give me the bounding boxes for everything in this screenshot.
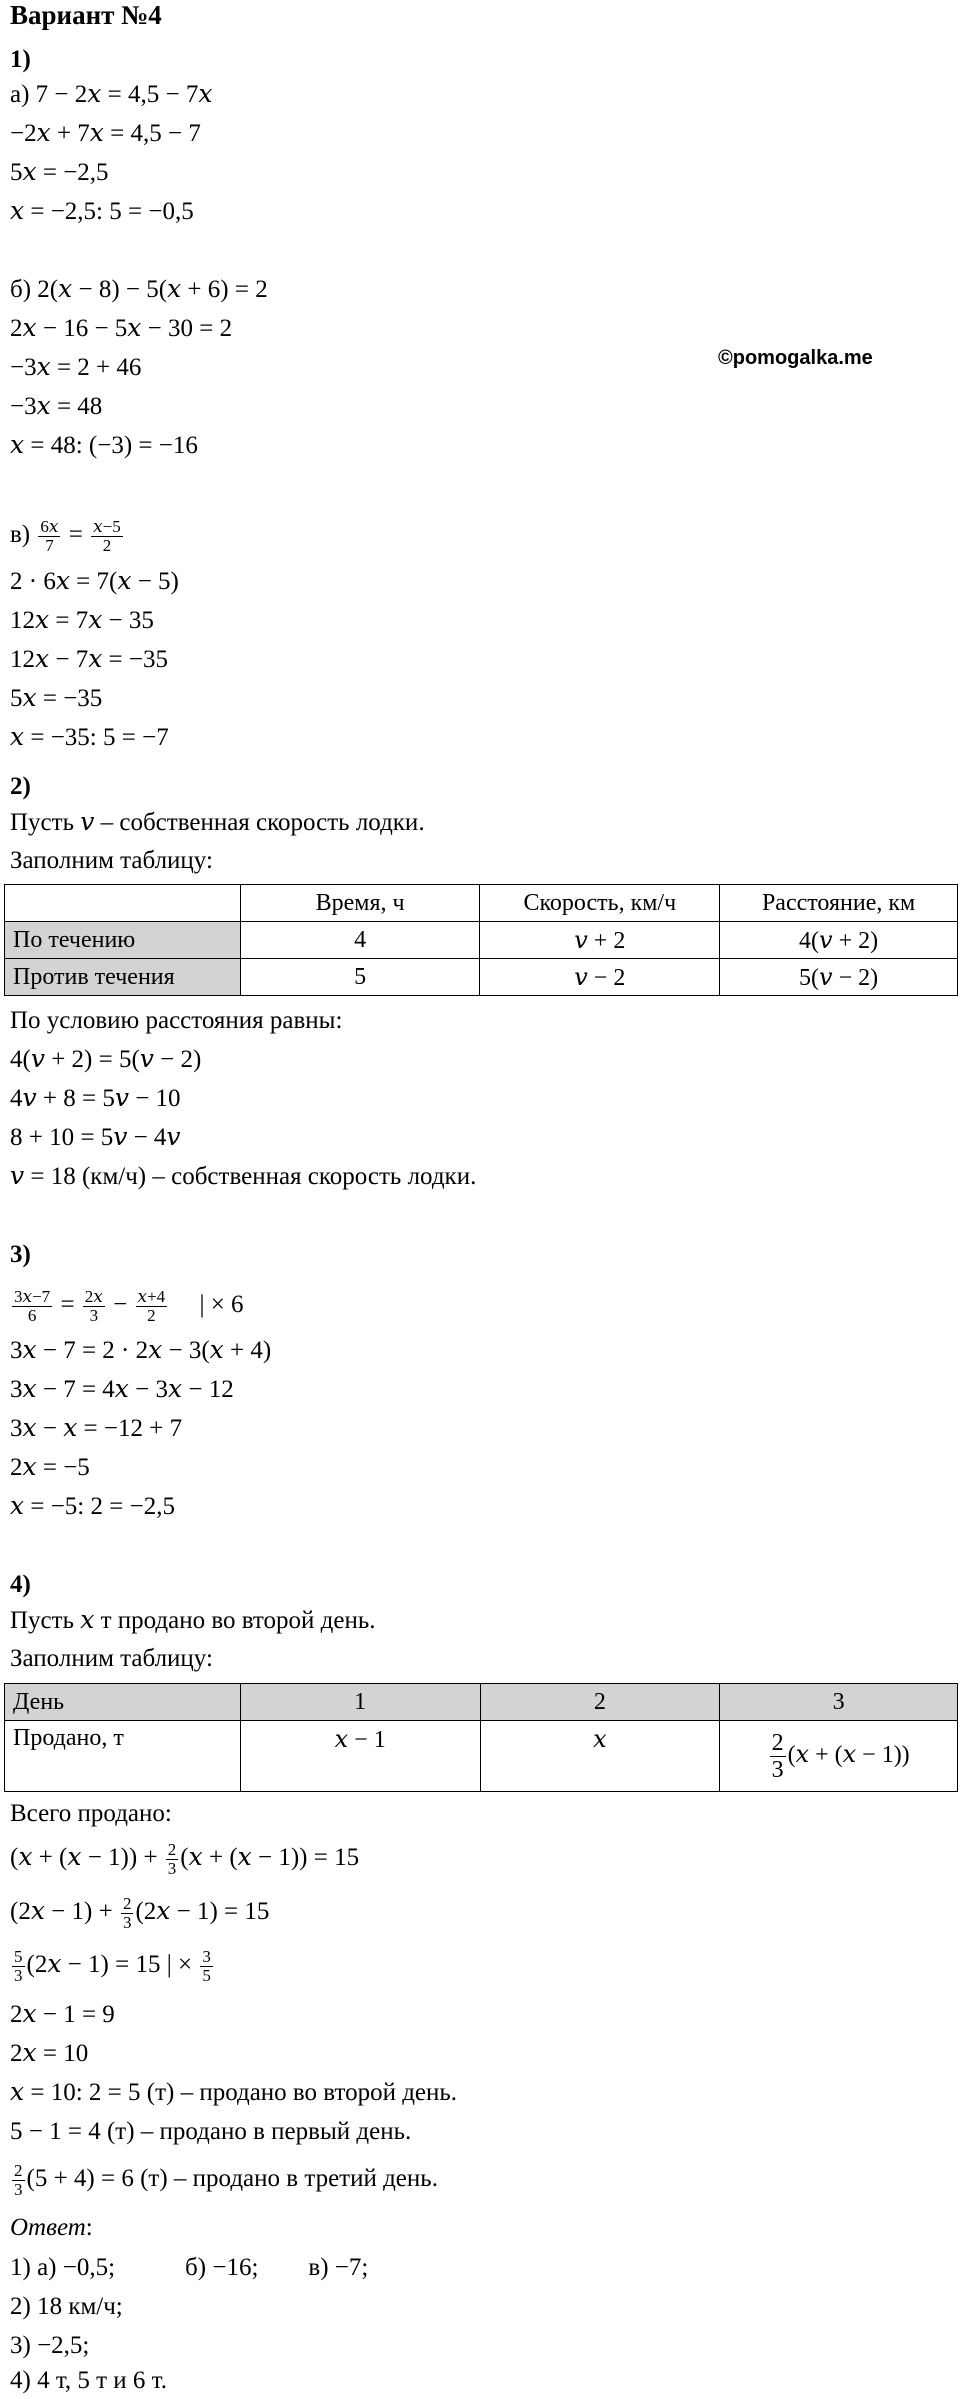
table-cell: 𝑥 xyxy=(480,1721,720,1792)
table-header-cell: Скорость, км/ч xyxy=(480,885,720,922)
expression: (2𝑥 − 1) = 15 xyxy=(135,1898,270,1926)
answer-heading xyxy=(10,2213,93,2243)
answer-colon: : xyxy=(85,2214,93,2241)
answer-line: 3) −2,5; xyxy=(10,2332,90,2359)
task2-intro-line: Пусть 𝑣 – собственная скорость лодки. xyxy=(10,809,425,836)
fraction-numerator: 𝑥+4 xyxy=(137,1287,166,1306)
equals-sign: = xyxy=(68,521,83,549)
answer-item: в) −7; xyxy=(308,2254,369,2281)
task1-a-line: −2𝑥 + 7𝑥 = 4,5 − 7 xyxy=(10,120,201,147)
task1-v-line: 12𝑥 − 7𝑥 = −35 xyxy=(10,646,168,673)
task4-line: 2𝑥 = 10 xyxy=(10,2040,89,2067)
task1-b-line: −3𝑥 = 2 + 46 xyxy=(10,354,142,381)
fraction-numerator: 2 xyxy=(167,1840,177,1859)
expression: (𝑥 + (𝑥 − 1)) xyxy=(787,1741,910,1768)
fraction-numerator: 2 xyxy=(122,1894,132,1913)
task4-equation xyxy=(10,1895,269,1932)
table-cell: 5(𝑣 − 2) xyxy=(720,959,958,996)
task3-line: 3𝑥 − 𝑥 = −12 + 7 xyxy=(10,1415,183,1442)
task2-line: 4(𝑣 + 2) = 5(𝑣 − 2) xyxy=(10,1046,202,1073)
table-row xyxy=(5,959,958,996)
fraction xyxy=(12,1948,25,1985)
task4-equation xyxy=(10,2162,438,2199)
fraction-numerator: 5 xyxy=(14,1947,23,1966)
fraction-denominator: 6 xyxy=(27,1306,37,1325)
table-row-label: Против течения xyxy=(5,959,241,996)
fraction xyxy=(136,1288,168,1325)
minus-sign: − xyxy=(113,1291,128,1319)
task1-v-line: 12𝑥 = 7𝑥 − 35 xyxy=(10,607,154,634)
table-row-label: Продано, т xyxy=(5,1721,241,1792)
task4-heading: 4) xyxy=(10,1571,31,1598)
task2-intro-line: Заполним таблицу: xyxy=(10,847,213,874)
task1-v-equation xyxy=(10,518,125,555)
table-header-cell: День xyxy=(5,1684,241,1721)
answer-item: 1) а) −0,5; xyxy=(10,2254,116,2281)
watermark: ©pomogalka.me xyxy=(718,347,873,369)
fraction xyxy=(91,518,123,555)
fraction-denominator: 3 xyxy=(89,1306,99,1325)
fraction xyxy=(12,2162,25,2199)
answer-line xyxy=(10,2253,368,2283)
expression: (𝑥 + (𝑥 − 1)) + xyxy=(10,1844,158,1872)
table-header-cell xyxy=(5,885,241,922)
task4-line: 2𝑥 − 1 = 9 xyxy=(10,2001,115,2028)
answer-line: 2) 18 км/ч; xyxy=(10,2293,123,2320)
table-cell: 𝑣 − 2 xyxy=(480,959,720,996)
table-header-cell: 3 xyxy=(720,1684,958,1721)
sales-table xyxy=(4,1683,958,1792)
task4-intro-line: Пусть 𝑥 т продано во второй день. xyxy=(10,1607,376,1634)
table-header-cell: 2 xyxy=(480,1684,720,1721)
answer-label: Ответ xyxy=(10,2214,86,2241)
fraction-numerator: 2 xyxy=(14,2161,23,2180)
table-row xyxy=(5,1721,958,1792)
task2-line: 8 + 10 = 5𝑣 − 4𝑣 xyxy=(10,1124,181,1151)
answer-line: 4) 4 т, 5 т и 6 т. xyxy=(10,2367,167,2394)
task4-total-label: Всего продано: xyxy=(10,1800,172,1827)
fraction xyxy=(770,1730,786,1783)
task4-line: 5 − 1 = 4 (т) – продано в первый день. xyxy=(10,2118,412,2145)
task4-equation xyxy=(10,1841,359,1878)
task1-b-line: −3𝑥 = 48 xyxy=(10,393,103,420)
task4-equation xyxy=(10,1948,215,1985)
table-cell: 4(𝑣 + 2) xyxy=(720,922,958,959)
fraction-numerator: 6𝑥 xyxy=(40,517,59,536)
fraction-denominator: 2 xyxy=(147,1306,156,1325)
table-cell xyxy=(720,1721,958,1792)
table-header-cell: Время, ч xyxy=(240,885,480,922)
fraction xyxy=(121,1895,134,1932)
fraction xyxy=(38,518,60,555)
table-cell: 𝑥 − 1 xyxy=(240,1721,480,1792)
fraction-denominator: 3 xyxy=(14,1966,23,1985)
task2-line: 𝑣 = 18 (км/ч) – собственная скорость лодки. xyxy=(10,1163,477,1190)
task1-b-line: 2𝑥 − 16 − 5𝑥 − 30 = 2 xyxy=(10,315,233,342)
task1-v-line: 2 · 6𝑥 = 7(𝑥 − 5) xyxy=(10,568,179,595)
task3-equation xyxy=(10,1288,244,1325)
task1-b-line: б) 2(𝑥 − 8) − 5(𝑥 + 6) = 2 xyxy=(10,276,268,303)
fraction-denominator: 3 xyxy=(771,1756,784,1783)
table-header-cell: 1 xyxy=(240,1684,480,1721)
task2-line: По условию расстояния равны: xyxy=(10,1007,343,1034)
table-row-label: По течению xyxy=(5,922,241,959)
table-header-row xyxy=(5,1684,958,1721)
task1-a-line: 5𝑥 = −2,5 xyxy=(10,159,109,186)
task1-v-line: 5𝑥 = −35 xyxy=(10,685,103,712)
task1-v-line: 𝑥 = −35: 5 = −7 xyxy=(10,724,169,751)
expression: (𝑥 + (𝑥 − 1)) = 15 xyxy=(180,1844,360,1872)
fraction-denominator: 5 xyxy=(202,1966,211,1985)
task3-line: 3𝑥 − 7 = 2 · 2𝑥 − 3(𝑥 + 4) xyxy=(10,1337,272,1364)
fraction-denominator: 3 xyxy=(122,1913,132,1932)
task3-heading: 3) xyxy=(10,1241,31,1268)
page-title: Вариант №4 xyxy=(10,0,162,30)
task1-heading: 1) xyxy=(10,46,31,73)
fraction-denominator: 3 xyxy=(167,1859,177,1878)
task3-line: 𝑥 = −5: 2 = −2,5 xyxy=(10,1493,175,1520)
fraction-numerator: 2𝑥 xyxy=(84,1287,103,1306)
fraction xyxy=(12,1288,52,1325)
expression: (2𝑥 − 1) + xyxy=(10,1898,113,1926)
expression: (5 + 4) = 6 (т) – продано в третий день. xyxy=(26,2165,438,2193)
table-header-cell: Расстояние, км xyxy=(720,885,958,922)
fraction-numerator: 3 xyxy=(202,1947,211,1966)
task3-line: 3𝑥 − 7 = 4𝑥 − 3𝑥 − 12 xyxy=(10,1376,234,1403)
fraction xyxy=(83,1288,105,1325)
task1-v-prefix: в) xyxy=(10,521,31,549)
fraction-numerator: 𝑥−5 xyxy=(93,517,121,536)
fraction-denominator: 2 xyxy=(102,536,112,555)
expression: (2𝑥 − 1) = 15 | × xyxy=(26,1951,193,1979)
table-cell: 𝑣 + 2 xyxy=(480,922,720,959)
table-cell: 5 xyxy=(240,959,480,996)
speed-table xyxy=(4,884,958,996)
task3-line: 2𝑥 = −5 xyxy=(10,1454,90,1481)
multiplier-note: | × 6 xyxy=(199,1291,244,1319)
table-cell: 4 xyxy=(240,922,480,959)
task4-intro-line: Заполним таблицу: xyxy=(10,1645,213,1672)
fraction-denominator: 3 xyxy=(14,2180,23,2199)
fraction xyxy=(166,1841,179,1878)
task1-a-line: 𝑥 = −2,5: 5 = −0,5 xyxy=(10,198,194,225)
task2-heading: 2) xyxy=(10,773,31,800)
task2-line: 4𝑣 + 8 = 5𝑣 − 10 xyxy=(10,1085,181,1112)
fraction-numerator: 2 xyxy=(771,1729,784,1756)
equals-sign: = xyxy=(60,1291,75,1319)
task1-a-line: а) 7 − 2𝑥 = 4,5 − 7𝑥 xyxy=(10,81,213,108)
task4-line: 𝑥 = 10: 2 = 5 (т) – продано во второй день. xyxy=(10,2079,458,2106)
fraction-denominator: 7 xyxy=(45,536,54,555)
answer-item: б) −16; xyxy=(185,2254,259,2281)
table-row xyxy=(5,922,958,959)
task1-b-line: 𝑥 = 48: (−3) = −16 xyxy=(10,432,198,459)
table-header-row xyxy=(5,885,958,922)
fraction xyxy=(200,1948,213,1985)
fraction-numerator: 3𝑥−7 xyxy=(14,1287,51,1306)
